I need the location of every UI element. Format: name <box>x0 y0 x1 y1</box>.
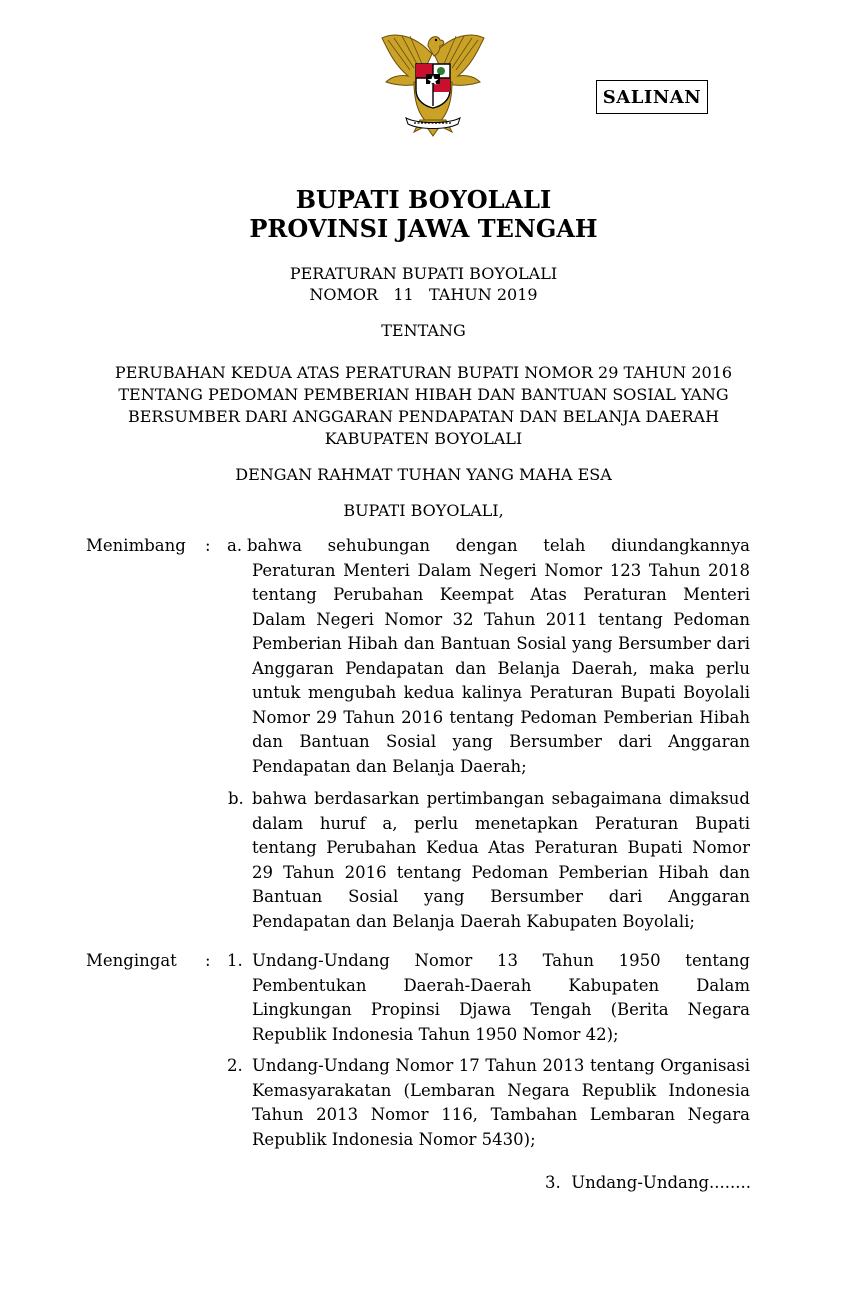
menimbang-item-text: bahwa berdasarkan pertimbangan sebagaimana dimaksud dalam huruf a, perlu menetapkan Peraturan Bupati tentang Perubahan Kedua Atas Peraturan Bupati Nomor 29 Tahun 2016 tentang Pedoman Pemberian Hibah dan Bantuan Sosial yang Bersumber dari Anggaran Pendapatan dan Belanja Daerah Kabupaten Boyolali; <box>252 789 750 931</box>
mengingat-colon: : <box>205 951 211 970</box>
garuda-pancasila-emblem-icon <box>374 24 492 142</box>
menimbang-item-marker: b. <box>228 789 244 808</box>
regulation-name: PERATURAN BUPATI BOYOLALI <box>289 264 558 283</box>
tentang-heading: TENTANG <box>381 321 466 340</box>
mengingat-item-text: Undang-Undang Nomor 13 Tahun 1950 tentang Pembentukan Daerah-Daerah Kabupaten Dalam Lingkungan Propinsi Djawa Tengah (Berita Negara Republik Indonesia Tahun 1950 Nomor 42); <box>252 951 750 1044</box>
menimbang-item-text: bahwa sehubungan dengan telah diundangkannya Peraturan Menteri Dalam Negeri Nomor 123 Tahun 2018 tentang Perubahan Keempat Atas Peraturan Menteri Dalam Negeri Nomor 32 Tahun 2011 tentang Pedoman Pemberian Hibah dan Bantuan Sosial yang Bersumber dari Anggaran Pendapatan dan Belanja Daerah, maka perlu untuk mengubah kedua kalinya Peraturan Bupati Boyolali Nomor 29 Tahun 2016 tentang Pedoman Pemberian Hibah dan Bantuan Sosial yang Bersumber dari Anggaran Pendapatan dan Belanja Daerah; <box>247 536 750 776</box>
mengingat-item-marker: 1. <box>227 951 243 970</box>
salinan-stamp: SALINAN <box>596 80 708 114</box>
subject-line: KABUPATEN BOYOLALI <box>324 429 523 448</box>
page-continuation: 3. Undang-Undang........ <box>544 1173 751 1192</box>
invocation: DENGAN RAHMAT TUHAN YANG MAHA ESA <box>235 465 612 484</box>
subject-line: TENTANG PEDOMAN PEMBERIAN HIBAH DAN BANTUAN SOSIAL YANG <box>118 385 729 404</box>
document-title-line2: PROVINSI JAWA TENGAH <box>249 214 598 243</box>
menimbang-label: Menimbang <box>86 536 186 555</box>
menimbang-item-marker: a. <box>227 536 243 555</box>
document-title-line1: BUPATI BOYOLALI <box>295 185 552 214</box>
authority: BUPATI BOYOLALI, <box>343 501 504 520</box>
subject-line: PERUBAHAN KEDUA ATAS PERATURAN BUPATI NOMOR 29 TAHUN 2016 <box>114 363 733 382</box>
mengingat-label: Mengingat <box>86 951 177 970</box>
subject-line: BERSUMBER DARI ANGGARAN PENDAPATAN DAN BELANJA DAERAH <box>127 407 720 426</box>
regulation-number: NOMOR 11 TAHUN 2019 <box>309 285 538 304</box>
menimbang-colon: : <box>205 536 211 555</box>
mengingat-item-text: Undang-Undang Nomor 17 Tahun 2013 tentang Organisasi Kemasyarakatan (Lembaran Negara Republik Indonesia Tahun 2013 Nomor 116, Tambahan Lembaran Negara Republik Indonesia Nomor 5430); <box>252 1056 750 1149</box>
mengingat-item-marker: 2. <box>227 1056 243 1075</box>
